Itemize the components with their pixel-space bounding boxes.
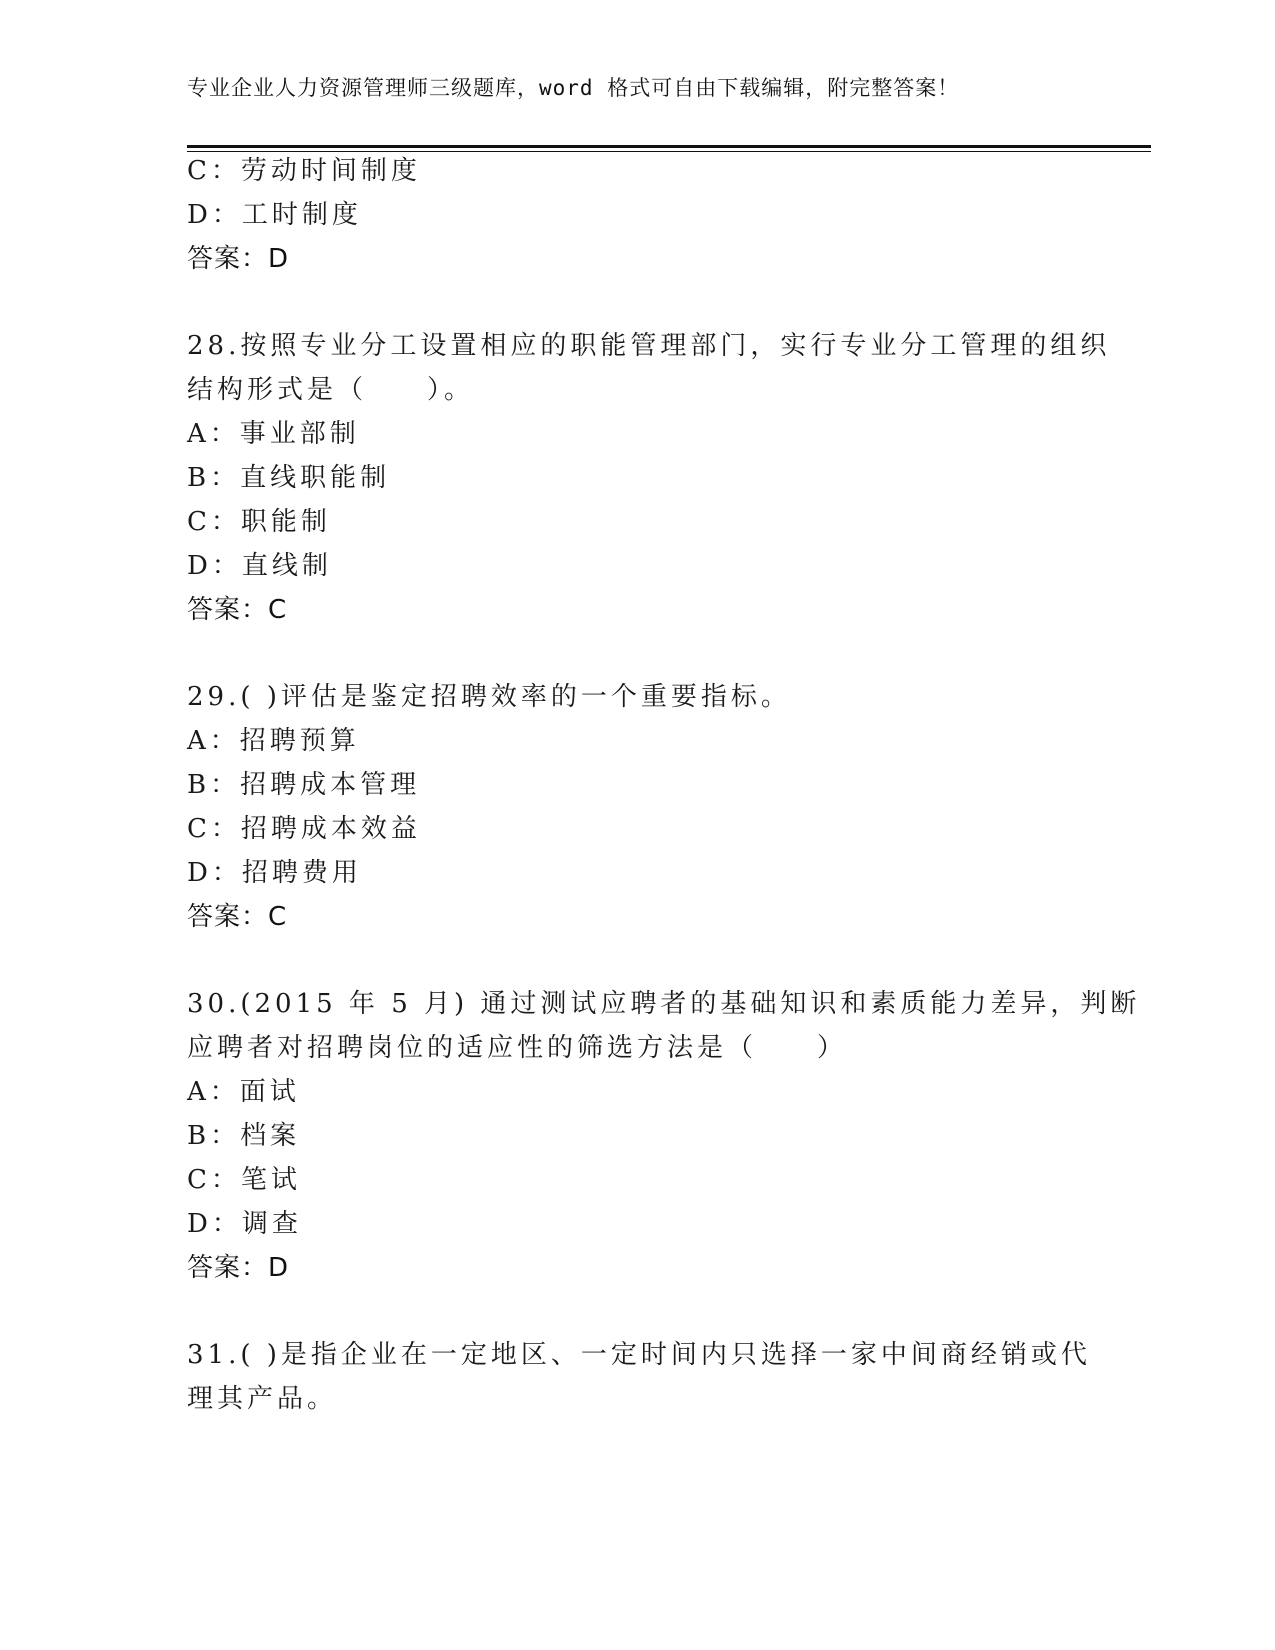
option-b: B：招聘成本管理 xyxy=(187,770,421,800)
option-d: D：工时制度 xyxy=(187,200,362,230)
option-d: D：直线制 xyxy=(187,551,332,581)
question-stem: 结构形式是（ ）。 xyxy=(187,375,475,405)
answer: 答案：C xyxy=(187,595,288,625)
option-b: B：直线职能制 xyxy=(187,463,391,493)
option-a: A：招聘预算 xyxy=(187,726,360,756)
answer: 答案：D xyxy=(187,1253,290,1283)
question-stem: 应聘者对招聘岗位的适应性的筛选方法是（ ） xyxy=(187,1033,848,1063)
page-header: 专业企业人力资源管理师三级题库，word 格式可自由下载编辑，附完整答案！ xyxy=(187,76,960,100)
question-stem: 理其产品。 xyxy=(187,1384,338,1414)
option-a: A：事业部制 xyxy=(187,419,360,449)
header-divider xyxy=(187,145,1151,152)
option-d: D：调查 xyxy=(187,1209,302,1239)
answer: 答案：D xyxy=(187,244,290,274)
option-a: A：面试 xyxy=(187,1077,300,1107)
option-c: C：招聘成本效益 xyxy=(187,814,421,844)
option-d: D：招聘费用 xyxy=(187,858,362,888)
option-c: C：劳动时间制度 xyxy=(187,156,421,186)
option-c: C：笔试 xyxy=(187,1165,301,1195)
question-stem: 29.( )评估是鉴定招聘效率的一个重要指标。 xyxy=(187,682,791,712)
option-c: C：职能制 xyxy=(187,507,331,537)
question-stem: 31.( )是指企业在一定地区、一定时间内只选择一家中间商经销或代 xyxy=(187,1340,1091,1370)
answer: 答案：C xyxy=(187,902,288,932)
option-b: B：档案 xyxy=(187,1121,301,1151)
question-stem: 30.(2015 年 5 月) 通过测试应聘者的基础知识和素质能力差异，判断 xyxy=(187,989,1141,1019)
question-stem: 28.按照专业分工设置相应的职能管理部门，实行专业分工管理的组织 xyxy=(187,331,1111,361)
